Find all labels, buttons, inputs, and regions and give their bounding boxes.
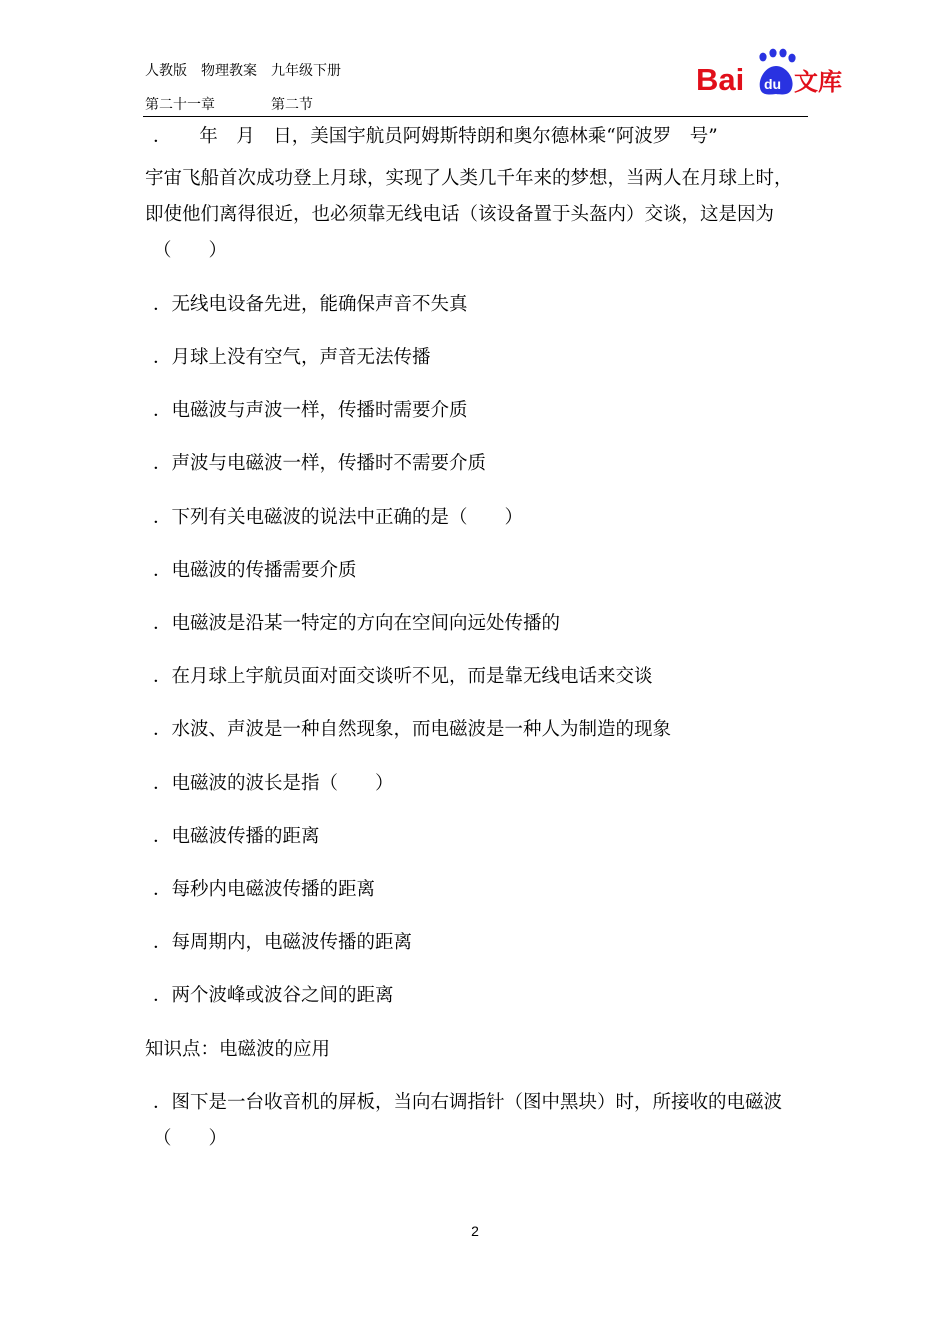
page-number: 2	[471, 1223, 479, 1239]
q2-option-a: ．电磁波的传播需要介质	[153, 560, 357, 581]
logo-wenku-text: 文库	[794, 68, 842, 96]
q1-stem-line4: （ ）	[153, 240, 228, 261]
q4-stem-line2: （ ）	[153, 1128, 228, 1149]
q2-option-d: ．水波、声波是一种自然现象，而电磁波是一种人为制造的现象	[153, 719, 672, 740]
paw-toe-4	[788, 54, 795, 63]
header-book-info: 人教版 物理教案 九年级下册	[145, 63, 341, 79]
q1-stem-line2: 宇宙飞船首次成功登上月球，实现了人类几千年来的梦想，当两人在月球上时，	[145, 168, 793, 189]
q1-stem-line1: ． 年 月 日，美国宇航员阿姆斯特朗和奥尔德林乘“阿波罗 号”	[153, 126, 718, 147]
logo-bai-text: Bai	[696, 62, 745, 97]
q1-option-b: ．月球上没有空气，声音无法传播	[153, 347, 431, 368]
q3-option-c: ．每周期内，电磁波传播的距离	[153, 932, 413, 953]
q3-option-d: ．两个波峰或波谷之间的距离	[153, 985, 394, 1006]
header-chapter-info: 第二十一章 第二节	[145, 97, 313, 113]
q3-option-b: ．每秒内电磁波传播的距离	[153, 879, 376, 900]
paw-toe-3	[779, 49, 786, 58]
baidu-wenku-logo	[694, 48, 844, 100]
q1-option-a: ．无线电设备先进，能确保声音不失真	[153, 294, 468, 315]
q3-stem: ．电磁波的波长是指（ ）	[153, 773, 394, 794]
q2-option-b: ．电磁波是沿某一特定的方向在空间向远处传播的	[153, 613, 561, 634]
q1-option-d: ．声波与电磁波一样，传播时不需要介质	[153, 453, 487, 474]
q2-option-c: ．在月球上宇航员面对面交谈听不见，而是靠无线电话来交谈	[153, 666, 653, 687]
header-rule	[143, 116, 808, 117]
q1-option-c: ．电磁波与声波一样，传播时需要介质	[153, 400, 468, 421]
paw-toe-1	[759, 53, 766, 62]
q4-stem-line1: ．图下是一台收音机的屏板，当向右调指针（图中黑块）时，所接收的电磁波	[153, 1092, 783, 1113]
logo-du-text: du	[764, 76, 782, 92]
section-heading: 知识点：电磁波的应用	[145, 1039, 331, 1060]
paw-toe-2	[769, 49, 776, 58]
q1-stem-line3: 即使他们离得很近，也必须靠无线电话（该设备置于头盔内）交谈，这是因为	[145, 204, 775, 225]
q3-option-a: ．电磁波传播的距离	[153, 826, 320, 847]
q2-stem: ．下列有关电磁波的说法中正确的是（ ）	[153, 507, 524, 528]
